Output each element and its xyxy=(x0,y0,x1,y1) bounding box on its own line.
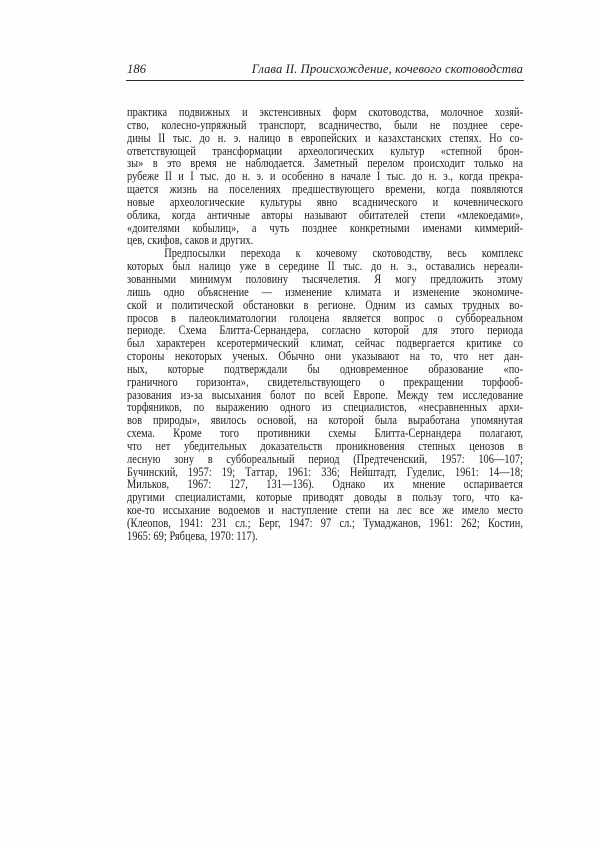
text-line: цев, скифов, саков и других. xyxy=(127,232,254,248)
text-line: «доителями кобылиц», а чуть позднее конкретными именами киммерий- xyxy=(127,219,523,235)
text-line: Бучинский, 1957: 19; Таттар, 1961: 336; Нейштадт, Гуделис, 1961: 14—18; xyxy=(127,463,523,479)
text-line: что нет убедительных доказательств проникновения степных ценозов в xyxy=(127,437,523,453)
text-line: лесную зону в суббореальный период (Предтеченский, 1957: 106—107; xyxy=(127,450,523,466)
text-line: зы» в это время не наблюдается. Заметный перелом происходит только на xyxy=(127,155,523,171)
paragraph xyxy=(127,106,523,247)
text-line: Предпосылки перехода к кочевому скотоводству, весь комплекс xyxy=(164,245,523,261)
text-line: практика подвижных и экстенсивных форм скотоводства, молочное хозяй- xyxy=(127,104,523,119)
text-line: торфяников, по выражению одного из специалистов, «несравненных архи- xyxy=(127,399,523,415)
text-line: дины II тыс. до н. э. налицо в европейских и казахстанских степях. Но со- xyxy=(127,129,523,145)
paragraph xyxy=(127,247,523,542)
text-line: щается жизнь на поселениях предшествующего времени, когда появляются xyxy=(127,181,523,197)
text-line: разования из-за высыхания болот по всей Европе. Между тем исследование xyxy=(127,386,523,402)
text-line: ответствующей трансформации археологических культур «степной брон- xyxy=(127,142,523,158)
text-line: 1965: 69; Рябцева, 1970: 117). xyxy=(127,527,258,543)
text-line: кое-то иссыхание водоемов и наступление степи на лес все же имело место xyxy=(127,502,523,518)
text-line: вов природы», явилось основой, на которой была выработана упомянутая xyxy=(127,412,523,428)
text-line: которых был налицо уже в середине II тыс. до н. э., оставались нереали- xyxy=(127,258,523,274)
text-line: лишь одно объяснение — изменение климата и изменение экономиче- xyxy=(127,283,523,299)
text-line: Мильков, 1967: 127, 131—136). Однако их мнение оспаривается xyxy=(127,476,523,492)
text-line: стороны некоторых ученых. Обычно они указывают на то, что нет дан- xyxy=(127,348,523,364)
text-line: граничного горизонта», свидетельствующего о прекращении торфооб- xyxy=(127,373,523,389)
chapter-title: Глава II. Происхождение, кочевого скотоводства xyxy=(251,62,523,76)
text-line: рубеже II и I тыс. до н. э. и особенно в начале I тыс. до н. э., когда прекра- xyxy=(127,168,523,184)
text-line: облика, когда античные авторы называют обитателей степи «млекоедами», xyxy=(127,206,523,222)
text-line: ской и политической обстановки в регионе. Одним из самых трудных во- xyxy=(127,296,523,312)
running-head xyxy=(127,62,523,77)
text-line: схема. Кроме того противники схемы Блитта-Сернандера полагают, xyxy=(127,425,523,441)
page-number: 186 xyxy=(127,62,147,76)
text-line: периоде. Схема Блитта-Сернандера, согласно которой для этого периода xyxy=(127,322,523,338)
text-line: ных, которые подтверждали бы одновременное образование «по- xyxy=(127,360,523,376)
text-line: зованными минимум половину тысячелетия. Я могу предложить этому xyxy=(127,270,523,286)
text-line: новые археологические культуры явно всаднического и кочевнического xyxy=(127,193,523,209)
text-line: (Клеопов, 1941: 231 сл.; Берг, 1947: 97 сл.; Тумаджанов, 1961: 262; Костин, xyxy=(127,515,523,530)
text-line: был характерен ксеротермический климат, сейчас подвергается критике со xyxy=(127,335,523,351)
text-line: просов в палеоклиматологии голоцена является вопрос о суббореальном xyxy=(127,309,523,325)
header-rule xyxy=(126,80,524,81)
text-line: другими специалистами, которые приводят доводы в пользу того, что ка- xyxy=(127,489,523,505)
body-text xyxy=(127,106,523,543)
text-line: ство, колесно-упряжный транспорт, всадничество, были не позднее сере- xyxy=(127,116,523,132)
